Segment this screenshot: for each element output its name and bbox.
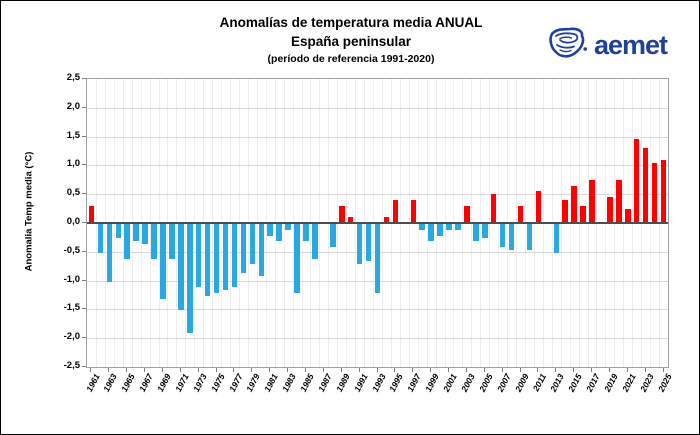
bar-1962 xyxy=(98,224,104,253)
bar-1995 xyxy=(393,200,399,223)
bar-1966 xyxy=(133,224,139,241)
x-tick-label-1965: 1965 xyxy=(119,372,138,394)
bar-1964 xyxy=(116,224,122,238)
x-tick-mark xyxy=(323,368,324,372)
bar-1961 xyxy=(89,206,95,223)
bar-2016 xyxy=(580,206,586,223)
bar-1993 xyxy=(375,224,381,293)
y-tick-mark xyxy=(82,193,86,194)
y-tick-label: -1,0 xyxy=(63,273,80,285)
x-tick-label-1983: 1983 xyxy=(280,372,298,394)
bar-2015 xyxy=(571,186,577,223)
bar-2005 xyxy=(482,224,488,238)
bar-1968 xyxy=(151,224,157,259)
y-tick-label: 2,0 xyxy=(66,100,80,112)
x-tick-label-2007: 2007 xyxy=(494,372,513,394)
x-tick-mark xyxy=(305,368,306,372)
x-tick-mark xyxy=(269,368,270,372)
x-tick-mark xyxy=(216,368,217,372)
x-tick-mark xyxy=(448,368,449,372)
bar-2010 xyxy=(527,224,533,250)
x-tick-label-2005: 2005 xyxy=(476,372,495,394)
x-tick-label-1977: 1977 xyxy=(226,372,245,394)
y-axis-title: Anomalia Temp media (°C) xyxy=(23,151,35,272)
bar-1983 xyxy=(285,224,291,230)
bar-2014 xyxy=(562,200,568,223)
y-tick-label: -2,5 xyxy=(63,360,80,371)
x-tick-mark xyxy=(466,368,467,372)
x-tick-mark xyxy=(591,368,592,372)
bar-1985 xyxy=(303,224,309,241)
bar-1969 xyxy=(160,224,166,299)
bar-1976 xyxy=(223,224,229,290)
y-tick-label: 1,5 xyxy=(66,129,80,141)
x-tick-label-1981: 1981 xyxy=(262,372,281,394)
x-tick-mark xyxy=(394,368,395,372)
bar-1998 xyxy=(419,224,425,230)
bar-2007 xyxy=(500,224,506,247)
bar-1965 xyxy=(124,224,130,259)
aemet-logo-text: aemet xyxy=(593,30,667,60)
x-tick-label-2015: 2015 xyxy=(566,372,584,394)
x-tick-mark xyxy=(555,368,556,372)
horizontal-gridline xyxy=(87,108,668,109)
bar-1977 xyxy=(232,224,238,287)
bar-1981 xyxy=(267,224,273,236)
y-tick-mark xyxy=(82,280,86,281)
bar-1991 xyxy=(357,224,363,264)
x-tick-label-2025: 2025 xyxy=(655,372,674,394)
bar-1973 xyxy=(196,224,202,287)
x-tick-mark xyxy=(90,368,91,372)
bar-2019 xyxy=(607,197,613,223)
bar-2002 xyxy=(455,224,461,230)
x-tick-label-2021: 2021 xyxy=(619,372,638,394)
x-tick-label-1963: 1963 xyxy=(101,372,120,394)
x-tick-mark xyxy=(412,368,413,372)
x-tick-label-1961: 1961 xyxy=(83,372,102,394)
y-tick-mark xyxy=(82,308,86,309)
horizontal-gridline xyxy=(87,194,668,195)
horizontal-gridline xyxy=(87,165,668,166)
y-tick-mark xyxy=(82,78,86,79)
bar-2004 xyxy=(473,224,479,241)
x-tick-label-1985: 1985 xyxy=(298,372,316,394)
bar-1963 xyxy=(107,224,113,282)
horizontal-gridline xyxy=(87,137,668,138)
bar-1974 xyxy=(205,224,211,296)
x-tick-mark xyxy=(233,368,234,372)
bar-2022 xyxy=(634,139,640,223)
bar-1992 xyxy=(366,224,372,261)
x-tick-label-1999: 1999 xyxy=(423,372,441,394)
x-tick-mark xyxy=(663,368,664,372)
x-tick-mark xyxy=(520,368,521,372)
bar-1989 xyxy=(339,206,345,223)
x-tick-label-1993: 1993 xyxy=(369,372,388,394)
y-tick-mark xyxy=(82,222,86,223)
x-tick-label-2009: 2009 xyxy=(512,372,531,394)
x-tick-label-2001: 2001 xyxy=(441,372,459,394)
reference-period-note: (período de referencia 1991-2020) xyxy=(267,53,435,65)
bar-2006 xyxy=(491,194,497,223)
x-tick-mark xyxy=(502,368,503,372)
x-tick-label-1967: 1967 xyxy=(137,372,155,394)
x-tick-mark xyxy=(430,368,431,372)
bar-2011 xyxy=(536,191,542,223)
bar-1979 xyxy=(250,224,256,264)
x-tick-label-1973: 1973 xyxy=(190,372,209,394)
aemet-spain-swirl-icon xyxy=(548,25,588,66)
bar-2020 xyxy=(616,180,622,223)
x-tick-mark xyxy=(377,368,378,372)
bar-2008 xyxy=(509,224,515,250)
chart-title: Anomalías de temperatura media ANUAL xyxy=(219,15,483,30)
y-tick-label: -2,0 xyxy=(63,331,80,343)
x-tick-mark xyxy=(144,368,145,372)
x-tick-mark xyxy=(287,368,288,372)
bar-1980 xyxy=(259,224,265,276)
y-tick-mark xyxy=(82,366,86,367)
y-tick-mark xyxy=(82,107,86,108)
y-tick-label: 2,5 xyxy=(66,72,80,83)
x-tick-label-1969: 1969 xyxy=(155,372,173,394)
x-tick-mark xyxy=(609,368,610,372)
y-tick-label: 0,0 xyxy=(66,216,80,227)
x-tick-label-1997: 1997 xyxy=(405,372,424,394)
bar-1988 xyxy=(330,224,336,247)
bar-1970 xyxy=(169,224,175,259)
x-tick-mark xyxy=(359,368,360,372)
x-tick-mark xyxy=(180,368,181,372)
y-tick-label: 1,0 xyxy=(66,158,80,170)
x-tick-label-2003: 2003 xyxy=(458,372,477,394)
bar-2000 xyxy=(437,224,443,236)
x-tick-mark xyxy=(573,368,574,372)
x-tick-label-1987: 1987 xyxy=(315,372,334,394)
bar-1986 xyxy=(312,224,318,259)
x-tick-label-1975: 1975 xyxy=(208,372,227,394)
y-tick-mark xyxy=(82,136,86,137)
bar-2001 xyxy=(446,224,452,230)
horizontal-gridline xyxy=(87,309,668,310)
x-tick-mark xyxy=(627,368,628,372)
plot-area xyxy=(86,78,669,368)
aemet-logo xyxy=(548,25,667,66)
x-tick-label-1971: 1971 xyxy=(172,372,191,394)
x-tick-mark xyxy=(537,368,538,372)
bar-2025 xyxy=(661,160,667,223)
bar-2017 xyxy=(589,180,595,223)
bar-2023 xyxy=(643,148,649,223)
bar-1999 xyxy=(428,224,434,241)
x-tick-mark xyxy=(126,368,127,372)
x-tick-mark xyxy=(484,368,485,372)
y-tick-mark xyxy=(82,337,86,338)
bar-2021 xyxy=(625,209,631,223)
bar-2013 xyxy=(554,224,560,253)
x-tick-mark xyxy=(198,368,199,372)
bar-1982 xyxy=(276,224,282,241)
x-tick-mark xyxy=(645,368,646,372)
bar-1997 xyxy=(411,200,417,223)
zero-baseline xyxy=(87,222,668,224)
x-tick-label-2019: 2019 xyxy=(602,372,620,394)
horizontal-gridline xyxy=(87,338,668,339)
bar-1971 xyxy=(178,224,184,310)
x-tick-label-1989: 1989 xyxy=(333,372,352,394)
x-tick-label-1995: 1995 xyxy=(387,372,406,394)
x-tick-label-2017: 2017 xyxy=(584,372,602,394)
x-tick-label-2011: 2011 xyxy=(530,372,549,393)
bar-1978 xyxy=(241,224,247,273)
x-tick-label-2013: 2013 xyxy=(548,372,567,394)
x-tick-mark xyxy=(108,368,109,372)
x-tick-label-2023: 2023 xyxy=(637,372,656,394)
bar-2003 xyxy=(464,206,470,223)
x-tick-mark xyxy=(162,368,163,372)
x-tick-label-1979: 1979 xyxy=(244,372,263,394)
y-tick-mark xyxy=(82,164,86,165)
y-tick-label: -1,5 xyxy=(63,302,80,314)
bar-1984 xyxy=(294,224,300,293)
bar-1975 xyxy=(214,224,220,293)
bar-1972 xyxy=(187,224,193,333)
bar-2024 xyxy=(652,163,658,223)
y-tick-label: -0,5 xyxy=(63,244,80,256)
y-tick-mark xyxy=(82,251,86,252)
chart-subtitle: España peninsular xyxy=(290,34,412,49)
x-tick-label-1991: 1991 xyxy=(351,372,370,394)
x-tick-mark xyxy=(341,368,342,372)
y-tick-label: 0,5 xyxy=(66,187,80,199)
bar-2009 xyxy=(518,206,524,223)
bar-1967 xyxy=(142,224,148,244)
x-tick-mark xyxy=(251,368,252,372)
